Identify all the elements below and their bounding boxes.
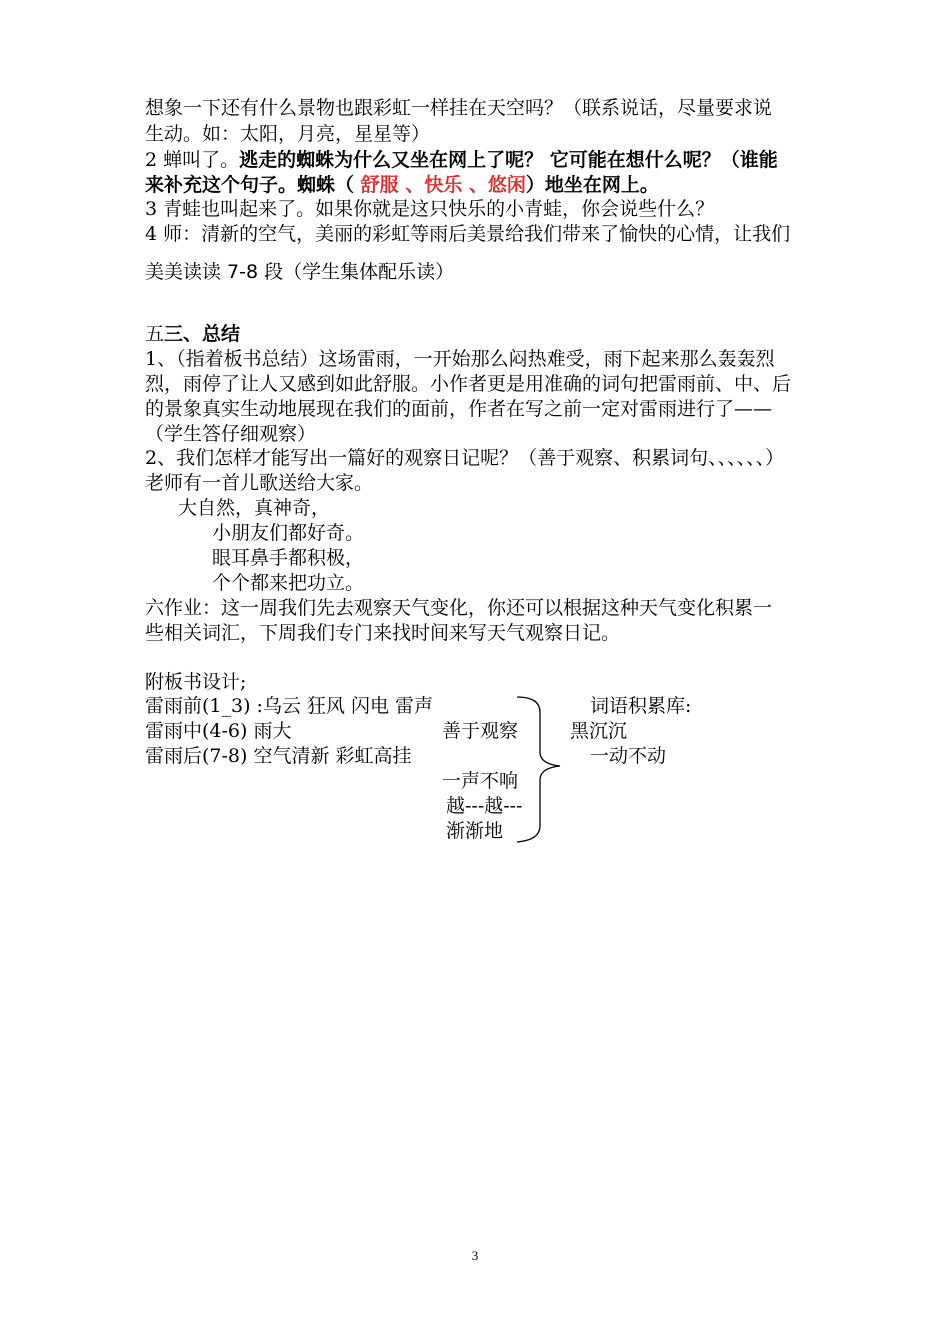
board-word: 一声不响 xyxy=(442,770,519,792)
poem-line: 个个都来把功立。 xyxy=(212,572,365,594)
heading-number: 五 xyxy=(145,323,165,345)
line-prefix: 2 蝉叫了。 xyxy=(145,149,240,171)
poem-line: 大自然，真神奇， xyxy=(178,497,331,519)
poem-line: 小朋友们都好奇。 xyxy=(212,522,365,544)
vocab-word: 黑沉沉 xyxy=(570,720,628,742)
board-title: 附板书设计; xyxy=(145,671,247,693)
paragraph-range: 7-8 xyxy=(227,261,259,283)
vocab-title: 词语积累库: xyxy=(590,695,692,717)
board-word: 越---越--- xyxy=(446,795,523,817)
vocab-word: 一动不动 xyxy=(590,745,667,767)
text-span: 美美读读 xyxy=(145,261,228,283)
board-observe: 善于观察 xyxy=(442,720,519,742)
text-line: 的景象真实生动地展现在我们的面前，作者在写之前一定对雷雨进行了—— xyxy=(145,398,773,420)
text-line: 1、（指着板书总结）这场雷雨，一开始那么闷热难受，雨下起来那么轰轰烈 xyxy=(145,348,775,370)
text-line: 烈，雨停了让人又感到如此舒服。小作者更是用准确的词句把雷雨前、中、后 xyxy=(145,373,792,395)
text-line: 3 青蛙也叫起来了。如果你就是这只快乐的小青蛙，你会说些什么？ xyxy=(145,198,715,220)
bold-question: 逃走的蜘蛛为什么又坐在网上了呢？ 它可能在想什么呢？（谁能 xyxy=(239,149,778,171)
text-line: 4 师：清新的空气，美丽的彩虹等雨后美景给我们带来了愉快的心情，让我们 xyxy=(145,223,791,245)
text-line: 想象一下还有什么景物也跟彩虹一样挂在天空吗？（联系说话，尽量要求说 xyxy=(145,97,773,119)
board-row-after: 雷雨后(7-8) 空气清新 彩虹高挂 xyxy=(145,745,412,767)
text-line: 老师有一首儿歌送给大家。 xyxy=(145,472,374,494)
red-answer-words: 舒服 、快乐 、悠闲 xyxy=(354,174,526,196)
board-row-during: 雷雨中(4-6) 雨大 xyxy=(145,720,292,742)
bold-text: 来补充这个句子。蜘蛛（ xyxy=(145,174,355,196)
text-span: 段（学生集体配乐读） xyxy=(258,261,455,283)
heading-title: 三、总结 xyxy=(164,323,241,345)
bold-text: ）地坐在网上。 xyxy=(525,174,659,196)
board-row-before: 雷雨前(1_3) :乌云 狂风 闪电 雷声 xyxy=(145,695,434,717)
board-word: 渐渐地 xyxy=(446,820,504,842)
homework-line: 六作业：这一周我们先去观察天气变化，你还可以根据这种天气变化积累一 xyxy=(145,597,773,619)
homework-line: 些相关词汇，下周我们专门来找时间来写天气观察日记。 xyxy=(145,622,621,644)
text-line: （学生答仔细观察） xyxy=(145,423,317,445)
text-line: 2、我们怎样才能写出一篇好的观察日记呢？（善于观察、积累词句、、、、、、） xyxy=(145,447,785,469)
poem-line: 眼耳鼻手都积极， xyxy=(212,547,365,569)
text-line: 生动。如：太阳，月亮，星星等） xyxy=(145,123,431,145)
page-number: 3 xyxy=(471,1248,479,1263)
